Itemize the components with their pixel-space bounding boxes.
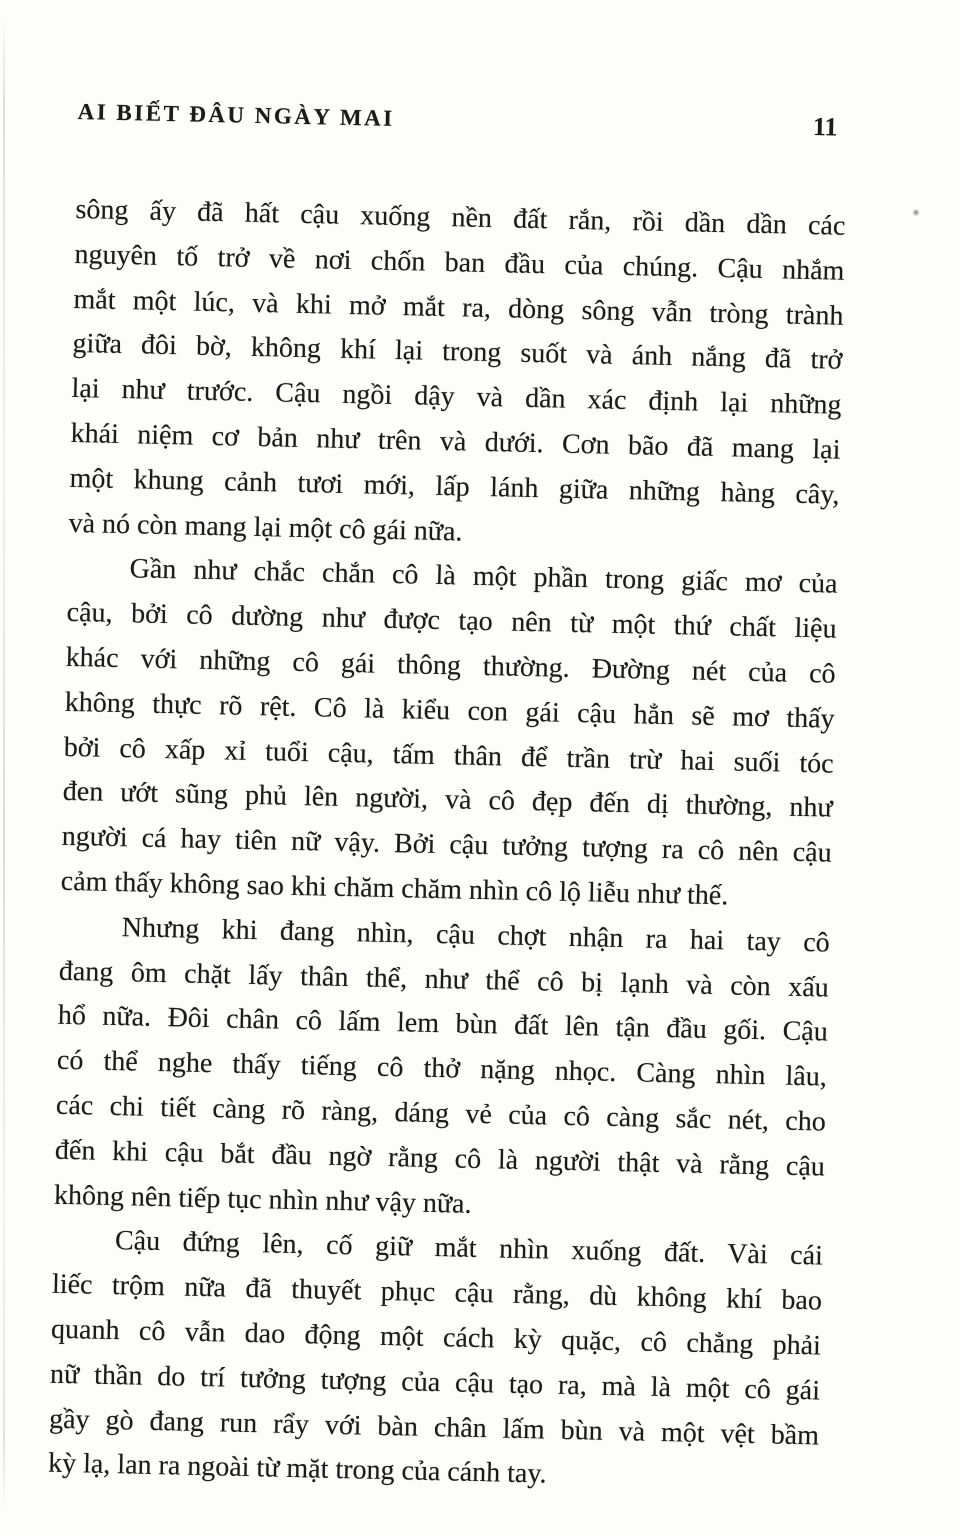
text-line: lại như trước. Cậu ngồi dậy và dần xác định lại những [71,373,842,421]
printed-area [48,96,848,1504]
text-line: không thực rõ rệt. Cô là kiểu con gái cậu hẳn sẽ mơ thấy [64,686,835,735]
text-line: đen ướt sũng phủ lên người, và cô đẹp đến dị thường, như [62,776,833,824]
ink-speck-artifact [912,209,920,216]
text-line: gầy gò đang run rẩy với bàn chân lấm bùn và một vệt bầm [48,1403,820,1451]
text-line: nguyên tố trở về nơi chốn ban đầu của chúng. Cậu nhắm [74,238,845,287]
text-line: các chi tiết càng rõ ràng, dáng vẻ của cô càng sắc nét, cho [55,1089,827,1138]
paragraph [60,546,838,921]
text-line: kỳ lạ, lan ra ngoài từ mặt trong của cánh tay. [47,1447,547,1490]
text-line: đến khi cậu bắt đầu ngờ rằng cô là người thật và rằng cậu [54,1134,826,1183]
paragraph [68,188,846,563]
text-line: khái niệm cơ bản như trên và dưới. Cơn bão đã mang lại [70,417,841,466]
text-line: Cậu đứng lên, cố giữ mắt nhìn xuống đất. Vài cái [114,1225,824,1272]
body-text [48,188,846,1504]
text-line: cậu, bởi cô dường như được tạo nên từ một thứ chất liệu [66,597,837,645]
page-number: 11 [812,112,838,142]
text-line: sông ấy đã hất cậu xuống nền đất rắn, rồi dần dần các [75,193,846,242]
text-line: hổ nữa. Đôi chân cô lấm lem bùn đất lên tận đầu gối. Cậu [57,1000,829,1048]
text-line: người cá hay tiên nữ vậy. Bởi cậu tưởng tượng ra cô nên cậu [61,820,832,869]
running-header [77,96,847,143]
running-header-title: AI BIẾT ĐÂU NGÀY MAI [77,98,395,131]
text-line: có thể nghe thấy tiếng cô thở nặng nhọc. Càng nhìn lâu, [56,1044,828,1093]
text-line: giữa đôi bờ, không khí lại trong suốt và ánh nắng đã trở [72,328,843,377]
text-line: và nó còn mang lại một cô gái nữa. [68,507,463,548]
text-line: Nhưng khi đang nhìn, cậu chợt nhận ra hai tay cô [121,911,831,959]
scan-edge-artifact [3,14,5,1514]
text-line: quanh cô vẫn dao động một cách kỳ quặc, cô chẳng phải [50,1313,822,1362]
text-line: Gần như chắc chắn cô là một phần trong giấc mơ của [129,553,838,601]
text-line: một khung cảnh tươi mới, lấp lánh giữa những hàng cây, [69,462,840,511]
paragraph [48,1218,824,1504]
text-line: nữ thần do trí tưởng tượng của cậu tạo ra, mà là một cô gái [49,1358,821,1407]
paragraph [54,905,831,1235]
text-line: mắt một lúc, và khi mở mắt ra, dòng sông vẫn tròng trành [73,283,844,332]
text-line: không nên tiếp tục nhìn như vậy nữa. [53,1179,472,1220]
text-line: cảm thấy không sao khi chăm chăm nhìn cô lộ liễu như thế. [60,865,729,912]
text-line: bởi cô xấp xỉ tuổi cậu, tấm thân để trần trừ hai suối tóc [63,731,834,780]
text-line: liếc trộm nữa đã thuyết phục cậu rằng, dù không khí bao [51,1268,823,1317]
text-line: khác với những cô gái thông thường. Đường nét của cô [65,641,836,690]
text-line: đang ôm chặt lấy thân thể, như thể cô bị lạnh và còn xấu [58,955,830,1004]
